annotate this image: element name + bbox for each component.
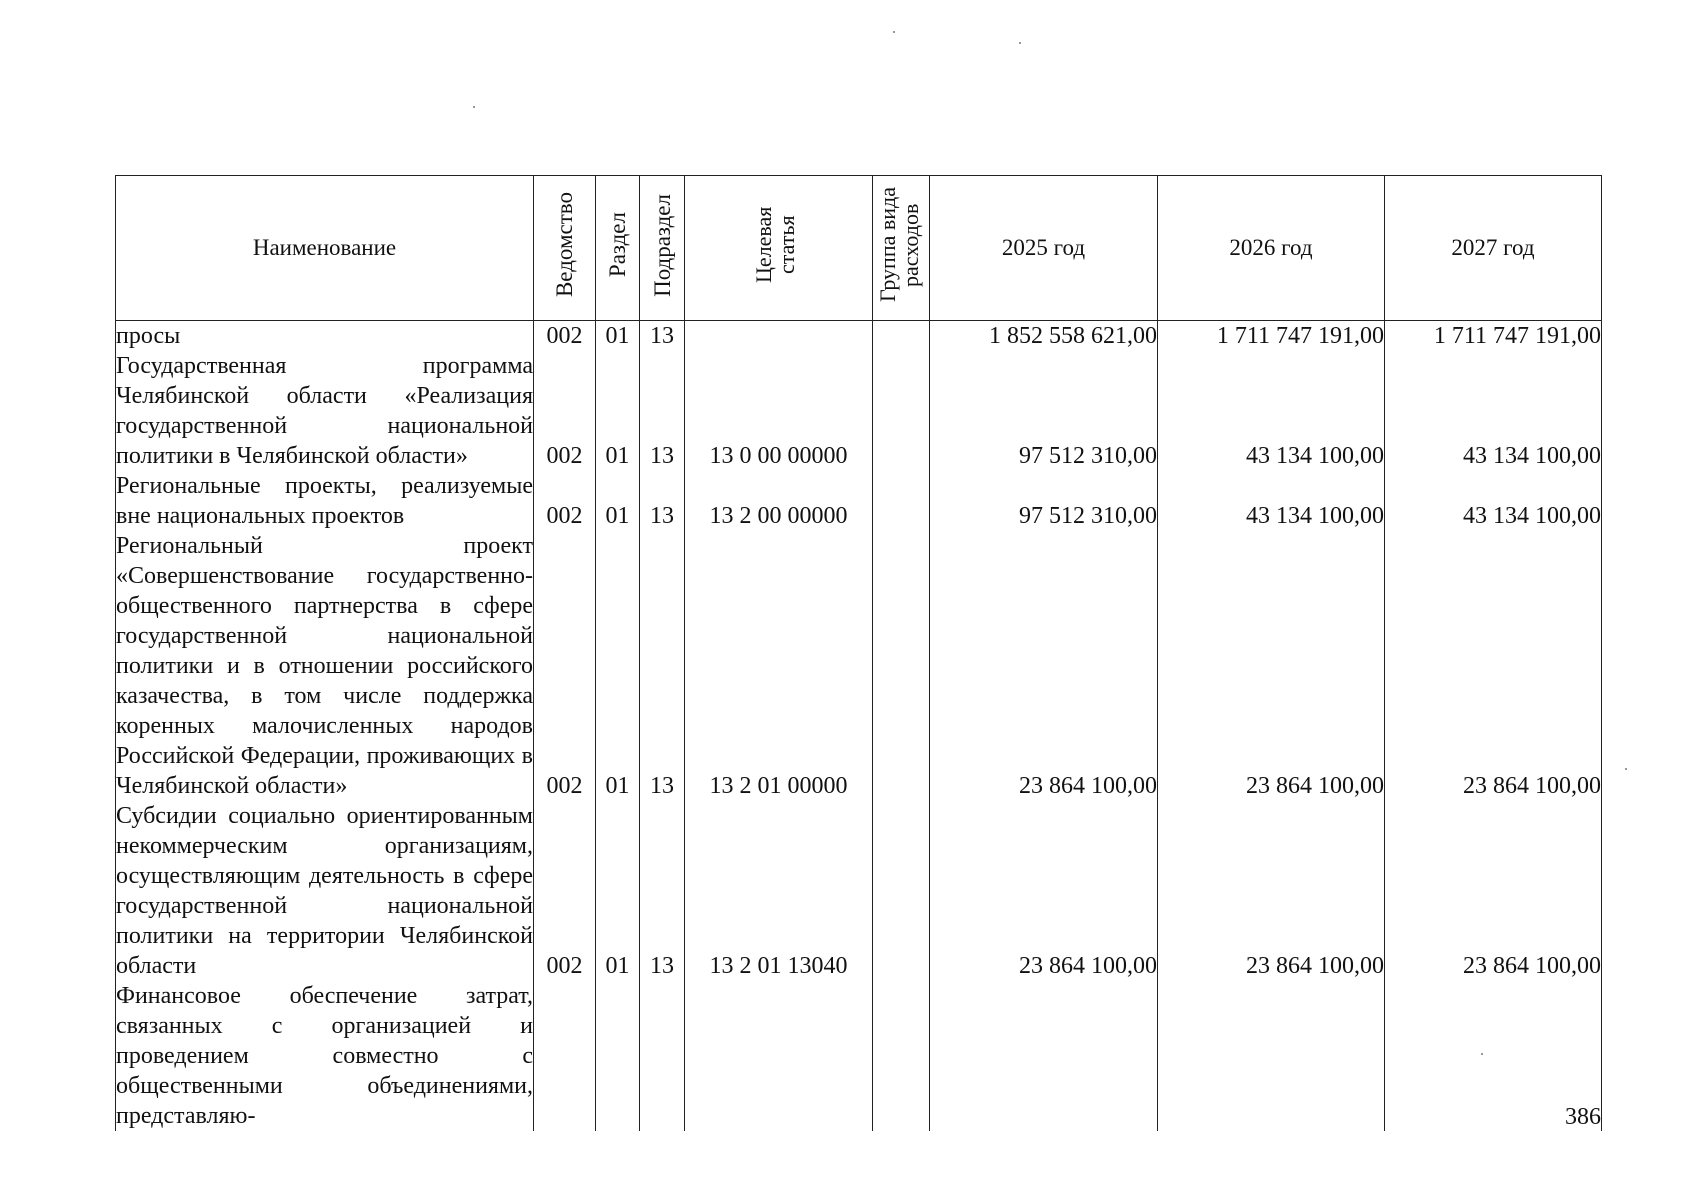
table-row [116, 531, 1602, 801]
row-expense-group [873, 531, 930, 801]
row-subsection [640, 981, 685, 1131]
row-section: 01 [596, 471, 640, 531]
row-amount-2026 [1158, 981, 1385, 1131]
row-amount-2026: 23 864 100,00 [1158, 531, 1385, 801]
table-row [116, 321, 1602, 352]
row-section: 01 [596, 531, 640, 801]
row-amount-2026: 23 864 100,00 [1158, 801, 1385, 981]
header-2027-label: 2027 год [1451, 235, 1535, 260]
row-section: 01 [596, 801, 640, 981]
row-amount-2025 [930, 981, 1158, 1131]
row-name: Субсидии социально ориентированным некоммерческим организациям, осуществляющим деятельность в сфере государственной национальной политики на территории Челябинской области [116, 803, 533, 979]
header-expense-group-label: Группа вида расходов [875, 187, 924, 303]
row-amount-2027: 43 134 100,00 [1385, 351, 1602, 471]
header-department-label: Ведомство [552, 192, 577, 298]
header-section-label: Раздел [605, 212, 630, 278]
header-subsection [640, 176, 685, 321]
row-section: 01 [596, 321, 640, 352]
row-amount-2027: 1 711 747 191,00 [1385, 321, 1602, 352]
table-row [116, 471, 1602, 531]
scan-speck [893, 31, 895, 33]
row-section: 01 [596, 351, 640, 471]
row-amount-2027: 23 864 100,00 [1385, 801, 1602, 981]
row-target-article: 13 2 01 00000 [685, 531, 873, 801]
row-name: Региональные проекты, реализуемые вне национальных проектов [116, 473, 533, 529]
row-amount-2026: 43 134 100,00 [1158, 471, 1385, 531]
row-expense-group [873, 321, 930, 352]
row-expense-group [873, 351, 930, 471]
row-department: 002 [534, 471, 596, 531]
page-number: 386 [1565, 1104, 1601, 1130]
row-name: Государственная программа Челябинской области «Реализация государственной национальной политики в Челябинской области» [116, 353, 533, 469]
scan-speck [1019, 42, 1021, 44]
row-subsection: 13 [640, 351, 685, 471]
table-header-row [116, 176, 1602, 321]
header-2025-label: 2025 год [1001, 235, 1086, 260]
row-target-article [685, 981, 873, 1131]
row-amount-2025: 97 512 310,00 [930, 471, 1158, 531]
row-department: 002 [534, 351, 596, 471]
row-subsection: 13 [640, 531, 685, 801]
row-department: 002 [534, 321, 596, 352]
row-expense-group [873, 801, 930, 981]
row-amount-2027: 23 864 100,00 [1385, 531, 1602, 801]
row-department: 002 [534, 531, 596, 801]
row-name: Финансовое обеспечение затрат, связанных с организацией и проведением совместно с общественными объединениями, представляю- [116, 983, 533, 1129]
row-amount-2025: 1 852 558 621,00 [930, 321, 1158, 352]
table-row [116, 351, 1602, 471]
row-target-article [685, 321, 873, 352]
budget-table-wrapper [115, 175, 1601, 1129]
row-section [596, 981, 640, 1131]
header-section [596, 176, 640, 321]
header-2026-label: 2026 год [1229, 235, 1313, 260]
row-amount-2025: 97 512 310,00 [930, 351, 1158, 471]
row-amount-2026: 43 134 100,00 [1158, 351, 1385, 471]
row-target-article: 13 2 01 13040 [685, 801, 873, 981]
row-amount-2025: 23 864 100,00 [930, 531, 1158, 801]
table-row [116, 801, 1602, 981]
row-name: просы [116, 321, 534, 352]
row-subsection: 13 [640, 471, 685, 531]
header-expense-group [873, 176, 930, 321]
row-subsection: 13 [640, 321, 685, 352]
row-target-article: 13 0 00 00000 [685, 351, 873, 471]
row-subsection: 13 [640, 801, 685, 981]
row-name: Региональный проект «Совершенствование государственно-общественного партнерства в сфере государственной национальной политики и в отношении российского казачества, в том числе поддержка коренных малочисленных народов Российской Федерации, проживающих в Челябинской области» [116, 533, 533, 799]
scan-speck [1625, 768, 1627, 770]
row-amount-2026: 1 711 747 191,00 [1158, 321, 1385, 352]
scan-speck [473, 106, 475, 108]
row-department: 002 [534, 801, 596, 981]
header-name-label: Наименование [252, 235, 397, 260]
header-subsection-label: Подраздел [649, 193, 675, 297]
header-target-article-label: Целевая статья [750, 206, 799, 284]
budget-table [115, 175, 1602, 1131]
header-2025 [930, 176, 1158, 321]
header-name [116, 176, 534, 321]
row-expense-group [873, 471, 930, 531]
header-2027 [1385, 176, 1602, 321]
header-2026 [1158, 176, 1385, 321]
header-target-article [685, 176, 873, 321]
row-amount-2025: 23 864 100,00 [930, 801, 1158, 981]
header-department [534, 176, 596, 321]
row-department [534, 981, 596, 1131]
row-target-article: 13 2 00 00000 [685, 471, 873, 531]
row-amount-2027: 43 134 100,00 [1385, 471, 1602, 531]
row-expense-group [873, 981, 930, 1131]
table-row [116, 981, 1602, 1131]
